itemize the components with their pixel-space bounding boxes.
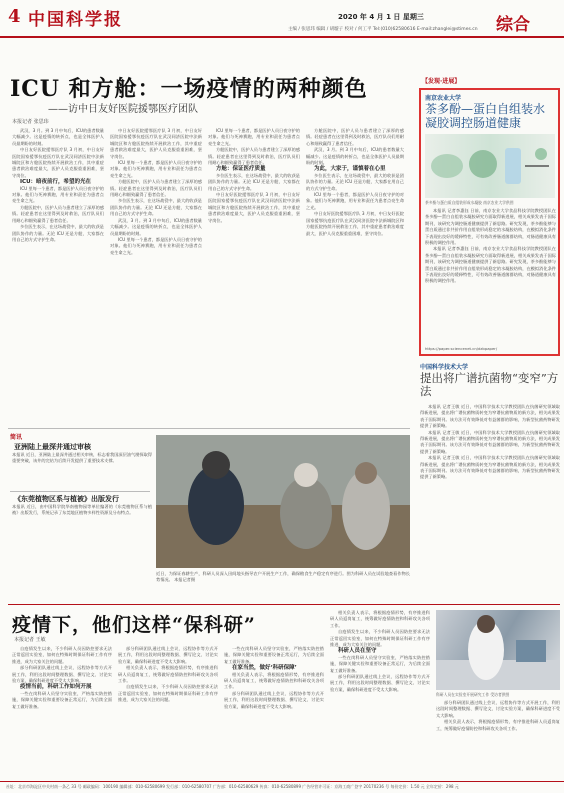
main-subhead-1: ICU：暗夜前行，希望的光在 <box>20 179 92 186</box>
news-title-2: 《东莞植物区系与植被》出版发行 <box>14 495 119 503</box>
sidebar-title: 茶多酚—蛋白自组装水凝胶调控肠道健康 <box>425 102 546 130</box>
field-photo <box>156 435 410 568</box>
sidebar2-body: 本报讯 记者王敏 近日，中国科学技术大学教授团队在抗菌研究领域取得新进展，提出将广谱抗菌物质转变为窄谱抗菌物质的新方法，相关成果发表于国际期刊。该方法可有效降低对有益菌群的影响，为新型抗菌药物研发提供了新策略。 本报讯 记者王敏 近日，中国科学技术大学教授团队在抗菌研究领域取得新进展，提出将广谱抗菌物质转变为窄谱抗菌物质的新方法，相关成果发表于国际期刊。该方法可有效降低对有益菌群的影响，为新型抗菌药物研发提供了新策略。 本报讯 记者王敏 近日，中国科学技术大学教授团队在抗菌研究领域取得新进展，提出将广谱抗菌物质转变为窄谱抗菌物质的新方法，相关成果发表于国际期刊。该方法可有效降低对有益菌群的影响，为新型抗菌药物研发提供了新策略。 <box>420 404 560 480</box>
feature-column-5: 部分科研团队通过线上会议、远程协作等方式开展工作，利用这段时间整理数据、撰写论文、讨论实验方案，确保科研进度不受太大影响。 相关负责人表示，将根据疫情形势，有序推进科研人员返岗复工，统筹做好疫情防控和科研攻关各项工作。 <box>436 700 560 731</box>
sidebar-body: 本报讯 记者李惠钰 日前，南京农业大学食品科技学院教授团队在茶多酚—蛋白自组装水凝胶研究方面取得新进展，相关成果发表于国际期刊，该研究为调控肠道健康提供了新思路。研究发现，茶多酚能够与蛋白质通过非共价作用自组装形成稳定的水凝胶结构，在模拟消化条件下表现出良好的缓释特性，可有效改善肠道菌群结构，对肠道健康具有积极的调控作用。 本报讯 记者李惠钰 日前，南京农业大学食品科技学院教授团队在茶多酚—蛋白自组装水凝胶研究方面取得新进展，相关成果发表于国际期刊，该研究为调控肠道健康提供了新思路。研究发现，茶多酚能够与蛋白质通过非共价作用自组装形成稳定的水凝胶结构，在模拟消化条件下表现出良好的缓释特性，可有效改善肠道菌群结构，对肠道健康具有积极的调控作用。 <box>425 208 556 284</box>
lab-photo-caption: 科研人员在实验室开展研究工作 受访者供图 <box>436 692 510 697</box>
main-byline: 本报记者 张思玮 <box>12 119 49 125</box>
farmers-photo-illustration <box>156 435 410 568</box>
source-url[interactable]: https://paper.sciencenet.cn/dzbpaper/ <box>425 346 498 351</box>
molecule-diagram-icon <box>425 134 555 198</box>
divider <box>10 491 150 492</box>
feature-column-4: 相关负责人表示，将根据疫情形势，有序推进科研人员返岗复工，统筹做好疫情防控和科研攻关各项工作。 自疫情发生以来，不少科研人员因防控要求无法正常返回实验室，如何在特殊时期保证科研工作有序推进，成为大家关注的问题。 科研人员在坚守 一些在岗科研人员坚守实验室，严格落实防控措施，保障关键实验和重要设备正常运行，为后续全面复工做好准备。 部分科研团队通过线上会议、远程协作等方式开展工作，利用这段时间整理数据、撰写论文、讨论实验方案，确保科研进度不受太大影响。 <box>330 610 430 692</box>
main-subhead-2: 方舱：保证医疗质量 <box>216 166 266 173</box>
page-number: 4 <box>8 6 21 27</box>
photo-caption: 近日，为保证春耕生产，科研人员深入田间地头指导农户开展生产工作，确保粮食生产稳定有序进行。图为科研人员在试验地查看作物长势情况。 本报记者摄 <box>156 571 410 583</box>
footer: 社址：北京市海淀区中关村南一条乙 33 号 邮政编码：100190 编辑部：010-62580699 发行部：010-62580707 广告部：010-62580629 传真：010-62580899 广告经营许可证：京海工商广登字 20170236 号 每份定价：1.50 元 全年定价：298 元 <box>0 781 564 793</box>
sidebar2-title: 提出将广谱抗菌物“变窄”方法 <box>420 371 559 398</box>
newspaper-logo: 中国科学报 <box>28 10 123 30</box>
figure-caption: 茶多酚与蛋白质自组装形成水凝胶 南京农业大学供图 <box>425 200 514 205</box>
main-column-1: 武汉，3 月。到 3 月中旬后，ICU的患者数量大幅减少。这是疫情的转折点，也是全体医护人员最期盼的时刻。 中日友好医院援鄂医疗队 3 月初，中日友好医院国家援鄂抗疫医疗队在武汉同济医院中法新城院区和方舱医院持续开展救治工作，其中重症患者救治难度最大，医护人员克服重重困难，坚守岗位。 ICU：暗夜前行，希望的光在 ICU 里每一个患者，都是医护人员日夜守护的对象。他们与死神赛跑，用专业和责任为患者点亮生命之光。 方舱医院中，医护人员与患者建立了深厚的感情。轻症患者在这里得到及时救治，医疗队员们用耐心和细致赢得了患者信任。 多位医生表示，在这场战役中，最大的收获是团队协作的力量。无论 ICU 还是方舱，大家都在用自己的方式守护生命。 <box>12 128 104 242</box>
main-subhead-3: 为此，大家于，谨慎着在心里 <box>314 166 386 173</box>
news-label: 简讯 <box>10 434 23 441</box>
feature-subhead-1: 疫情当前，科研工作如何开展 <box>20 684 92 691</box>
main-column-4: 方舱医院中，医护人员与患者建立了深厚的感情。轻症患者在这里得到及时救治，医疗队员们用耐心和细致赢得了患者信任。 武汉，3 月。到 3 月中旬后，ICU的患者数量大幅减少。这是疫情的转折点，也是全体医护人员最期盼的时刻。 为此，大家于，谨慎着在心里 多位医生表示，在这场战役中，最大的收获是团队协作的力量。无论 ICU 还是方舱，大家都在用自己的方式守护生命。 ICU 里每一个患者，都是医护人员日夜守护的对象。他们与死神赛跑，用专业和责任为患者点亮生命之光。 中日友好医院援鄂医疗队 3 月初，中日友好医院国家援鄂抗疫医疗队在武汉同济医院中法新城院区和方舱医院持续开展救治工作，其中重症患者救治难度最大，医护人员克服重重困难，坚守岗位。 <box>306 128 404 236</box>
lab-photo <box>436 610 560 690</box>
feature-column-2: 部分科研团队通过线上会议、远程协作等方式开展工作，利用这段时间整理数据、撰写论文、讨论实验方案，确保科研进度不受太大影响。 相关负责人表示，将根据疫情形势，有序推进科研人员返岗复工，统筹做好疫情防控和科研攻关各项工作。 自疫情发生以来，不少科研人员因防控要求无法正常返回实验室，如何在特殊时期保证科研工作有序推进，成为大家关注的问题。 <box>118 646 218 703</box>
sidebar-org: 南京农业大学 <box>425 95 462 102</box>
feature-column-1: 自疫情发生以来，不少科研人员因防控要求无法正常返回实验室，如何在特殊时期保证科研工作有序推进，成为大家关注的问题。 部分科研团队通过线上会议、远程协作等方式开展工作，利用这段时间整理数据、撰写论文、讨论实验方案，确保科研进度不受太大影响。 疫情当前，科研工作如何开展 一些在岗科研人员坚守实验室，严格落实防控措施，保障关键实验和重要设备正常运行，为后续全面复工做好准备。 <box>12 646 112 709</box>
main-subhead: ——访中日友好医院援鄂医疗团队 <box>48 104 198 115</box>
feature-column-3: 一些在岗科研人员坚守实验室，严格落实防控措施，保障关键实验和重要设备正常运行，为后续全面复工做好准备。 在家当然，做好‘科研保障’ 相关负责人表示，将根据疫情形势，有序推进科研人员返岗复工，统筹做好疫情防控和科研攻关各项工作。 部分科研团队通过线上会议、远程协作等方式开展工作，利用这段时间整理数据、撰写论文、讨论实验方案，确保科研进度不受太大影响。 <box>224 646 324 709</box>
highlight-box <box>419 88 560 356</box>
issue-date: 2020 年 4 月 1 日 星期三 <box>338 13 424 21</box>
news-text-2: 本报讯 近日，由中国科学院华南植物园等单位编著的《东莞植物区系与植被》出版发行，系统记录了东莞地区植物多样性资源及分布特点。 <box>12 504 152 516</box>
feature-byline: 本报记者 王敏 <box>14 637 46 643</box>
divider <box>8 428 410 429</box>
sidebar2-org: 中国科学技术大学 <box>420 364 469 371</box>
main-column-2: 中日友好医院援鄂医疗队 3 月初，中日友好医院国家援鄂抗疫医疗队在武汉同济医院中法新城院区和方舱医院持续开展救治工作，其中重症患者救治难度最大，医护人员克服重重困难，坚守岗位。 ICU 里每一个患者，都是医护人员日夜守护的对象。他们与死神赛跑，用专业和责任为患者点亮生命之光。 方舱医院中，医护人员与患者建立了深厚的感情。轻症患者在这里得到及时救治，医疗队员们用耐心和细致赢得了患者信任。 多位医生表示，在这场战役中，最大的收获是团队协作的力量。无论 ICU 还是方舱，大家都在用自己的方式守护生命。 武汉，3 月。到 3 月中旬后，ICU的患者数量大幅减少。这是疫情的转折点，也是全体医护人员最期盼的时刻。 ICU 里每一个患者，都是医护人员日夜守护的对象。他们与死神赛跑，用专业和责任为患者点亮生命之光。 <box>110 128 202 255</box>
feature-headline: 疫情下，他们这样“保科研” <box>12 614 256 636</box>
divider <box>8 604 560 605</box>
hydrogel-figure <box>425 134 555 198</box>
sidebar-tag: 【发现·进展】 <box>422 78 461 85</box>
lab-photo-illustration <box>436 610 560 690</box>
news-title-1: 亚洲陆上最深井通过审核 <box>14 443 91 451</box>
masthead <box>0 0 564 38</box>
news-text-1: 本报讯 近日，亚洲陆上最深井通过相关审核，标志着我国深层油气勘探取得重要突破，该井的完钻为后续开发提供了重要技术支撑。 <box>12 452 152 464</box>
main-headline: ICU 和方舱：一场疫情的两种颜色 <box>10 76 368 102</box>
feature-subhead-3: 科研人员在坚守 <box>338 648 377 655</box>
editor-info: 主编 / 张思玮 编辑 / 胡璇子 校对 / 何工平 Tel:(010)62580616 E-mail:zhanglei@stimes.cn <box>288 27 478 32</box>
feature-subhead-2: 在家当然，做好‘科研保障’ <box>232 665 297 672</box>
main-column-3: ICU 里每一个患者，都是医护人员日夜守护的对象。他们与死神赛跑，用专业和责任为患者点亮生命之光。 方舱医院中，医护人员与患者建立了深厚的感情。轻症患者在这里得到及时救治，医疗队员们用耐心和细致赢得了患者信任。 方舱：保证医疗质量 多位医生表示，在这场战役中，最大的收获是团队协作的力量。无论 ICU 还是方舱，大家都在用自己的方式守护生命。 中日友好医院援鄂医疗队 3 月初，中日友好医院国家援鄂抗疫医疗队在武汉同济医院中法新城院区和方舱医院持续开展救治工作，其中重症患者救治难度最大，医护人员克服重重困难，坚守岗位。 <box>208 128 300 223</box>
section-title: 综合 <box>496 15 530 35</box>
